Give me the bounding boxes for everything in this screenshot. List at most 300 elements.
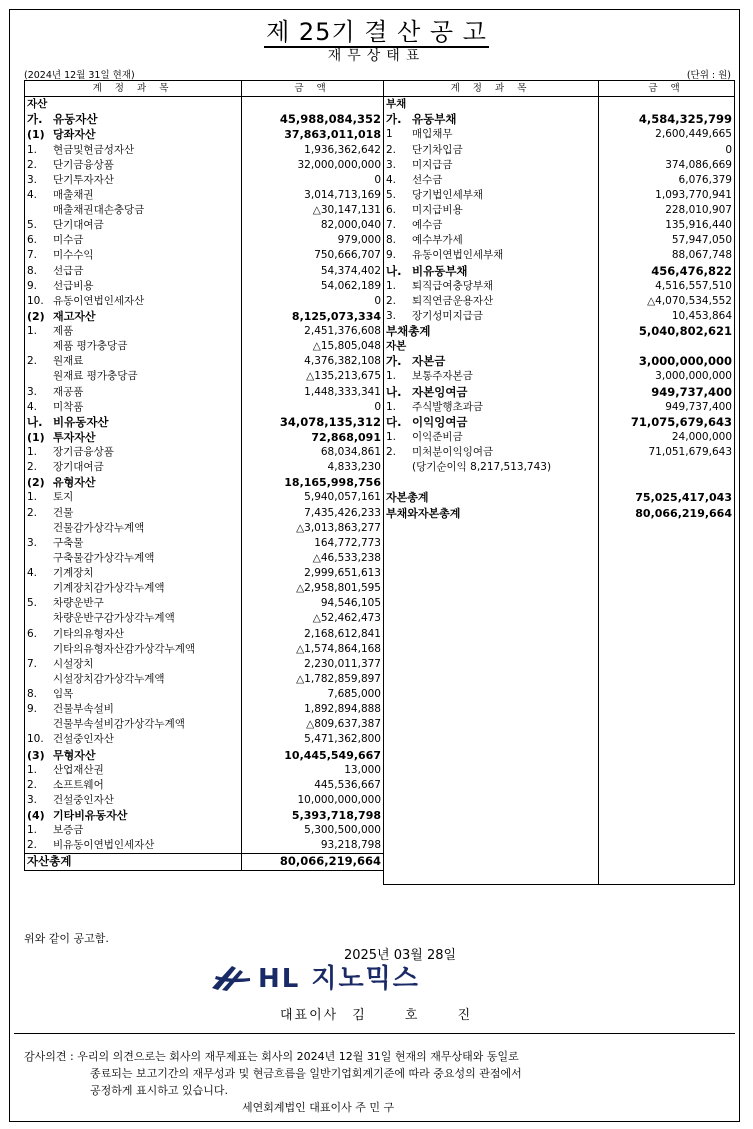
account-number: 1.	[386, 400, 397, 413]
account-label: 자본잉여금	[412, 384, 468, 399]
account-cell	[384, 430, 599, 445]
account-number: 가.	[386, 354, 402, 369]
account-label: 선급비용	[53, 279, 94, 292]
account-cell	[384, 97, 599, 113]
account-label: 주식발행초과금	[412, 400, 484, 413]
table-row	[25, 475, 384, 490]
table-row	[384, 853, 735, 868]
table-row	[384, 717, 735, 732]
account-label: 예수금	[412, 219, 443, 232]
table-row	[384, 869, 735, 885]
company-logo	[210, 960, 520, 994]
account-label: 제품 평가충당금	[53, 340, 128, 353]
amount-cell	[599, 627, 735, 642]
table-row	[25, 173, 384, 188]
account-number: 가.	[27, 112, 43, 127]
account-label: 부채	[386, 98, 407, 111]
account-number: 3.	[27, 793, 38, 806]
account-number: 1.	[27, 325, 38, 337]
table-row	[384, 309, 735, 324]
account-cell	[384, 672, 599, 687]
account-cell	[25, 823, 242, 838]
table-row	[25, 430, 384, 445]
ceo-name: 김 호 진	[352, 1008, 489, 1023]
amount-cell: 80,066,219,664	[242, 854, 384, 870]
table-row	[25, 627, 384, 642]
account-number: (2)	[27, 309, 45, 323]
account-label: 유동이연법인세자산	[53, 294, 145, 307]
account-cell	[384, 521, 599, 536]
amount-cell	[599, 581, 735, 596]
amount-cell: 5,393,718,798	[242, 808, 384, 823]
account-number: 2.	[386, 143, 397, 156]
table-row	[25, 158, 384, 173]
amount-cell: 445,536,667	[242, 778, 384, 793]
account-label: 시설장치	[53, 657, 94, 670]
unit-note: (단위 : 원)	[686, 70, 731, 81]
audit-opinion	[24, 1048, 522, 1116]
account-cell	[384, 763, 599, 778]
amount-cell: △3,013,863,277	[242, 521, 384, 536]
account-cell	[384, 218, 599, 233]
account-label: 단기차입금	[412, 143, 463, 156]
amount-cell: 57,947,050	[599, 233, 735, 248]
table-row	[25, 687, 384, 702]
account-label: 부채총계	[386, 324, 431, 338]
table-row	[25, 354, 384, 369]
account-cell	[384, 808, 599, 823]
amount-cell: 979,000	[242, 233, 384, 248]
amount-cell: 13,000	[242, 763, 384, 778]
amount-cell: 0	[242, 294, 384, 309]
amount-cell	[599, 823, 735, 838]
account-cell	[384, 490, 599, 505]
account-cell	[384, 415, 599, 430]
account-cell	[25, 445, 242, 460]
amount-cell	[599, 778, 735, 793]
account-number: 4.	[27, 188, 38, 201]
amount-cell: 949,737,400	[599, 400, 735, 415]
table-row	[25, 233, 384, 248]
account-label: 기타비유동자산	[53, 809, 128, 822]
amount-cell	[599, 808, 735, 823]
account-cell	[384, 143, 599, 158]
account-number: 2.	[27, 839, 38, 852]
table-row	[384, 127, 735, 142]
account-cell	[25, 143, 242, 158]
account-number: 3.	[386, 309, 397, 322]
account-cell	[25, 309, 242, 324]
account-cell	[384, 596, 599, 611]
account-label: 자본	[386, 340, 407, 353]
account-cell	[384, 158, 599, 173]
amount-cell: 72,868,091	[242, 430, 384, 445]
amount-cell: 45,988,084,352	[242, 112, 384, 127]
account-number: 1.	[386, 430, 397, 443]
account-cell	[25, 672, 242, 687]
amount-cell: △809,637,387	[242, 717, 384, 732]
account-label: 토지	[53, 491, 74, 504]
account-label: 매입채무	[412, 128, 453, 141]
table-row	[25, 536, 384, 551]
account-cell	[25, 838, 242, 854]
ceo-signature	[280, 1004, 488, 1023]
account-label: 건물부속설비	[53, 703, 114, 716]
account-label: 퇴직연금운용자산	[412, 294, 494, 307]
account-label: 제품	[53, 325, 74, 337]
table-row	[384, 763, 735, 778]
account-number: 7.	[386, 219, 397, 232]
account-cell	[384, 264, 599, 279]
table-row	[384, 506, 735, 521]
account-number: 2.	[27, 355, 38, 368]
account-label: 구축물감가상각누계액	[53, 551, 155, 564]
table-row	[384, 264, 735, 279]
account-cell	[384, 581, 599, 596]
account-number: 2.	[386, 446, 397, 458]
account-cell	[25, 778, 242, 793]
amount-cell: 374,086,669	[599, 158, 735, 173]
amount-cell	[599, 596, 735, 611]
account-label: 건물감가상각누계액	[53, 521, 145, 534]
amount-cell	[599, 687, 735, 702]
amount-cell: 37,863,011,018	[242, 127, 384, 142]
amount-cell	[599, 536, 735, 551]
amount-cell: 3,000,000,000	[599, 369, 735, 384]
table-row	[384, 445, 735, 460]
account-cell	[25, 808, 242, 823]
account-cell	[384, 838, 599, 853]
table-row	[384, 521, 735, 536]
account-label: 비유동자산	[53, 414, 109, 429]
account-cell	[384, 127, 599, 142]
amount-cell: △135,213,675	[242, 369, 384, 384]
divider	[14, 1033, 735, 1034]
amount-cell: △2,958,801,595	[242, 581, 384, 596]
account-cell	[384, 551, 599, 566]
account-number: 나.	[386, 263, 402, 278]
amount-cell	[242, 97, 384, 113]
account-cell	[384, 324, 599, 339]
account-label: 기계장치감가상각누계액	[53, 582, 165, 595]
amount-cell: 75,025,417,043	[599, 490, 735, 505]
account-cell	[384, 354, 599, 369]
account-label: 비유동이연법인세자산	[53, 839, 155, 852]
account-number: 6.	[27, 627, 38, 640]
table-row	[25, 415, 384, 430]
account-label: 미처분이익잉여금	[412, 446, 494, 458]
account-cell	[384, 294, 599, 309]
table-row	[25, 112, 384, 127]
statement-subtitle: 재무상태표	[327, 48, 426, 64]
account-cell	[384, 869, 599, 885]
account-cell	[384, 717, 599, 732]
account-label: 미수금	[53, 234, 84, 247]
account-label: 소프트웨어	[53, 778, 104, 791]
table-row	[25, 294, 384, 309]
account-number: 2.	[27, 158, 38, 171]
table-row	[384, 218, 735, 233]
amount-cell: 93,218,798	[242, 838, 384, 854]
account-cell	[25, 702, 242, 717]
account-number: 3.	[27, 173, 38, 186]
account-cell	[25, 97, 242, 113]
amount-cell: 7,685,000	[242, 687, 384, 702]
account-cell	[25, 460, 242, 475]
account-cell	[25, 430, 242, 445]
amount-cell: 135,916,440	[599, 218, 735, 233]
ceo-title: 대표이사	[280, 1008, 339, 1023]
account-number: 가.	[386, 112, 402, 127]
amount-cell: 164,772,773	[242, 536, 384, 551]
account-label: 당기법인세부채	[412, 188, 484, 201]
amount-cell: 0	[599, 143, 735, 158]
table-row	[384, 294, 735, 309]
account-label: 단기대여금	[53, 219, 104, 232]
amount-header: 금 액	[242, 81, 384, 97]
table-row	[25, 506, 384, 521]
table-row	[384, 778, 735, 793]
account-cell	[384, 248, 599, 263]
amount-cell	[599, 339, 735, 354]
liabilities-equity-table	[383, 80, 735, 885]
table-row	[384, 279, 735, 294]
amount-cell: 4,584,325,799	[599, 112, 735, 127]
account-label: 산업재산권	[53, 763, 104, 776]
account-number: 4.	[386, 173, 397, 186]
table-row	[384, 475, 735, 490]
account-number: (1)	[27, 430, 45, 444]
account-cell	[25, 521, 242, 536]
audit-line-3: 공정하게 표시하고 있습니다.	[90, 1084, 229, 1097]
account-cell	[25, 248, 242, 263]
table-row	[384, 385, 735, 400]
amount-cell	[599, 717, 735, 732]
account-header: 계 정 과 목	[384, 81, 599, 97]
account-cell	[25, 793, 242, 808]
account-number: 1.	[27, 824, 38, 837]
table-row	[384, 838, 735, 853]
table-row	[384, 233, 735, 248]
table-row	[25, 854, 384, 870]
table-row	[25, 385, 384, 400]
account-label: 당좌자산	[53, 128, 96, 142]
amount-cell: △30,147,131	[242, 203, 384, 218]
account-number: 2.	[27, 461, 38, 474]
amount-cell: 10,000,000,000	[242, 793, 384, 808]
account-cell	[384, 475, 599, 490]
account-cell	[384, 460, 599, 475]
account-number: 1.	[27, 763, 38, 776]
table-row	[384, 657, 735, 672]
account-label: 기타의유형자산감가상각누계액	[53, 642, 196, 655]
table-row	[25, 188, 384, 203]
amount-cell: 456,476,822	[599, 264, 735, 279]
amount-cell: 32,000,000,000	[242, 158, 384, 173]
amount-cell	[599, 97, 735, 113]
account-cell	[25, 732, 242, 747]
table-row	[384, 748, 735, 763]
table-row	[25, 642, 384, 657]
account-cell	[384, 400, 599, 415]
table-row	[384, 642, 735, 657]
table-row	[25, 657, 384, 672]
account-cell	[384, 748, 599, 763]
account-number: 1.	[27, 143, 38, 156]
account-label: 자본금	[412, 354, 446, 369]
account-number: 1.	[386, 370, 397, 383]
account-cell	[384, 778, 599, 793]
amount-cell: △52,462,473	[242, 611, 384, 626]
table-row	[384, 143, 735, 158]
account-label: 장기성미지급금	[412, 309, 484, 322]
amount-cell	[599, 642, 735, 657]
table-row	[25, 732, 384, 747]
table-row	[384, 112, 735, 127]
table-row	[25, 97, 384, 113]
table-row	[384, 611, 735, 626]
account-cell	[384, 627, 599, 642]
amount-cell: 18,165,998,756	[242, 475, 384, 490]
account-label: 유동이연법인세부채	[412, 249, 504, 262]
account-number: 4.	[27, 400, 38, 413]
account-label: 퇴직급여충당부채	[412, 279, 494, 292]
table-row	[25, 460, 384, 475]
amount-cell	[599, 869, 735, 885]
amount-cell: 34,078,135,312	[242, 415, 384, 430]
amount-cell: 68,034,861	[242, 445, 384, 460]
account-number: 3.	[386, 158, 397, 171]
account-cell	[25, 854, 242, 870]
account-cell	[384, 536, 599, 551]
account-cell	[384, 203, 599, 218]
account-label: 단기금융상품	[53, 158, 114, 171]
amount-cell	[599, 672, 735, 687]
table-row	[25, 445, 384, 460]
account-cell	[384, 233, 599, 248]
amount-header: 금 액	[599, 81, 735, 97]
table-row	[25, 838, 384, 854]
table-row	[384, 248, 735, 263]
account-number: (4)	[27, 809, 45, 822]
amount-cell: 3,000,000,000	[599, 354, 735, 369]
table-row	[25, 309, 384, 324]
account-number: 1.	[27, 491, 38, 504]
table-row	[384, 732, 735, 747]
amount-cell: 7,435,426,233	[242, 506, 384, 521]
amount-cell: 54,374,402	[242, 264, 384, 279]
table-row	[25, 763, 384, 778]
amount-cell	[599, 657, 735, 672]
assets-table	[24, 80, 384, 871]
account-cell	[25, 127, 242, 142]
account-cell	[25, 233, 242, 248]
account-label: 무형자산	[53, 748, 96, 762]
amount-cell: 71,051,679,643	[599, 445, 735, 460]
amount-cell	[599, 748, 735, 763]
amount-cell: 2,999,651,613	[242, 566, 384, 581]
amount-cell: 94,546,105	[242, 596, 384, 611]
account-label: 유형자산	[53, 476, 96, 490]
amount-cell: 10,453,864	[599, 309, 735, 324]
account-label: 단기투자자산	[53, 173, 114, 186]
table-row	[25, 369, 384, 384]
amount-cell	[599, 838, 735, 853]
table-row	[25, 218, 384, 233]
table-row	[25, 596, 384, 611]
account-label: 유동부채	[412, 112, 457, 127]
account-label: (당기순이익 8,217,513,743)	[412, 461, 552, 474]
amount-cell	[599, 763, 735, 778]
account-label: 예수부가세	[412, 234, 463, 247]
account-cell	[25, 400, 242, 415]
table-row	[384, 203, 735, 218]
table-row	[25, 339, 384, 354]
account-number: 1.	[27, 446, 38, 458]
table-row	[25, 672, 384, 687]
account-cell	[25, 566, 242, 581]
account-cell	[384, 566, 599, 581]
account-cell	[25, 657, 242, 672]
audit-line-1: 감사의견 : 우리의 의견으로는 회사의 재무제표는 회사의 2024년 12월 31일 현재의 재무상태와 동일로	[24, 1050, 519, 1063]
account-label: 비유동부채	[412, 263, 468, 278]
amount-cell: 0	[242, 173, 384, 188]
amount-cell: 1,448,333,341	[242, 385, 384, 400]
table-row	[384, 596, 735, 611]
account-cell	[384, 339, 599, 354]
amount-cell: 1,093,770,941	[599, 188, 735, 203]
account-number: (1)	[27, 128, 45, 142]
account-cell	[384, 309, 599, 324]
amount-cell: 1,936,362,642	[242, 143, 384, 158]
account-label: 자산	[27, 98, 48, 111]
table-row	[25, 702, 384, 717]
account-cell	[25, 551, 242, 566]
account-cell	[384, 793, 599, 808]
table-row	[25, 264, 384, 279]
table-row	[25, 551, 384, 566]
account-label: 자본총계	[386, 491, 429, 505]
table-row	[384, 324, 735, 339]
account-cell	[25, 294, 242, 309]
account-number: 4.	[27, 567, 38, 579]
account-label: 기계장치	[53, 567, 94, 579]
table-row	[384, 808, 735, 823]
account-label: 부채와자본총계	[386, 506, 461, 520]
account-number: 6.	[386, 204, 397, 216]
account-cell	[25, 596, 242, 611]
table-row	[384, 566, 735, 581]
account-cell	[384, 823, 599, 838]
table-row	[25, 778, 384, 793]
auditor-signature: 세연회계법인 대표이사 주 민 구	[242, 1101, 395, 1114]
account-cell	[25, 264, 242, 279]
amount-cell: 88,067,748	[599, 248, 735, 263]
table-row	[384, 551, 735, 566]
amount-cell: 71,075,679,643	[599, 415, 735, 430]
account-cell	[384, 611, 599, 626]
account-cell	[384, 173, 599, 188]
table-row	[384, 158, 735, 173]
table-row	[25, 127, 384, 142]
amount-cell: △1,574,864,168	[242, 642, 384, 657]
table-row	[384, 460, 735, 475]
account-cell	[384, 445, 599, 460]
account-cell	[25, 763, 242, 778]
table-row	[384, 672, 735, 687]
table-row	[25, 143, 384, 158]
amount-cell: 228,010,907	[599, 203, 735, 218]
